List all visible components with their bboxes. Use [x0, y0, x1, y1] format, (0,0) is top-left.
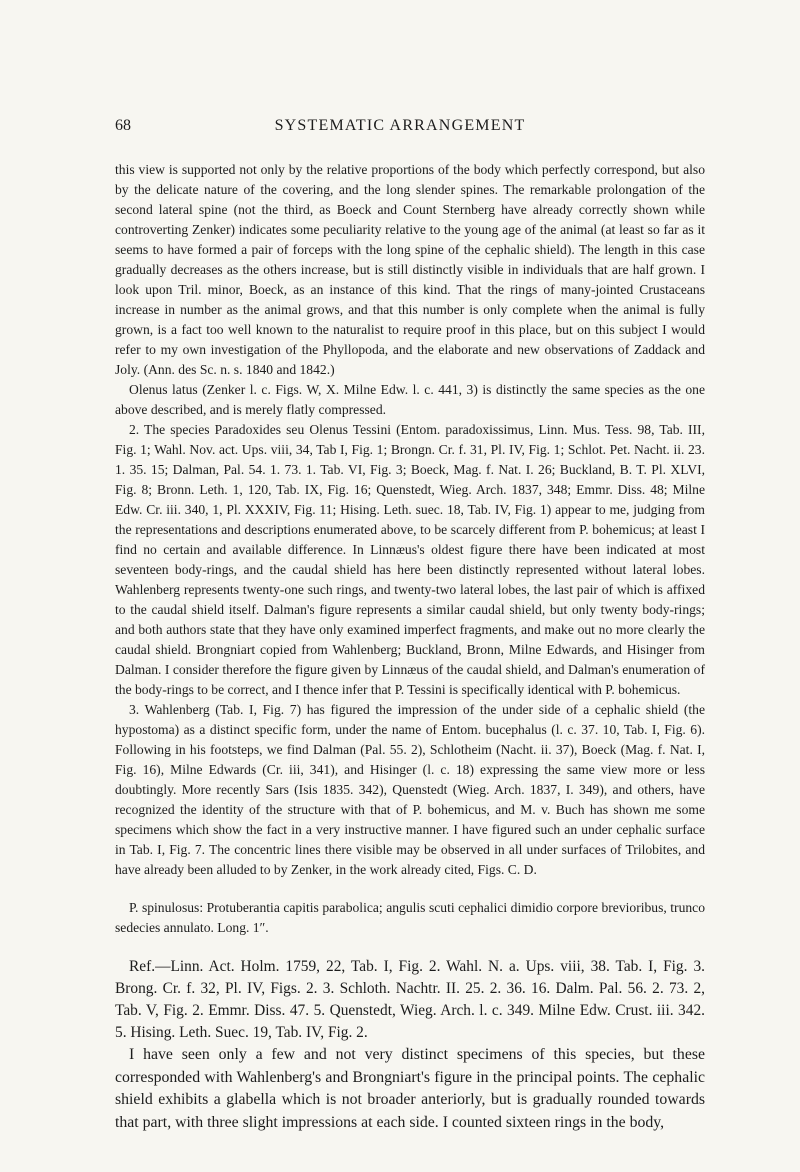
species-diagnosis: P. spinulosus: Protuberantia capitis parabolica; angulis scuti cephalici dimidio corpore brevioribus, trunco sedecies annulato. Long. 1″.	[115, 900, 705, 935]
page-body	[115, 160, 705, 1134]
page-number: 68	[115, 117, 131, 134]
paragraph-4: 3. Wahlenberg (Tab. I, Fig. 7) has figured the impression of the under side of a cephalic shield (the hypostoma) as a distinct specific form, under the name of Entom. bucephalus (l. c. 37. 10, Tab. I, Fig. 6). Following in his footsteps, we find Dalman (Pal. 55. 2), Schlotheim (Nacht. ii. 37), Boeck (Mag. f. Nat. I, Fig. 16), Milne Edwards (Cr. iii, 341), and Hisinger (l. c. 18) expressing the same view more or less doubtingly. More recently Sars (Isis 1835. 342), Quenstedt (Wieg. Arch. 1837, I. 349), and others, have recognized the identity of the structure with that of P. bohemicus, and M. v. Buch has shown me some specimens which show the fact in a very instructive manner. I have figured such an under cephalic surface in Tab. I, Fig. 7. The concentric lines there visible may be observed in all under surfaces of Trilobites, and have already been alluded to by Zenker, in the work already cited, Figs. C. D.	[115, 702, 705, 877]
paragraph-7: I have seen only a few and not very distinct specimens of this species, but these corresponded with Wahlenberg's and Brongniart's figure in the principal points. The cephalic shield exhibits a glabella which is not broader anteriorly, but is gradually rounded towards that part, with three slight impressions at each side. I counted sixteen rings in the body,	[115, 1046, 705, 1131]
running-head: SYSTEMATIC ARRANGEMENT	[274, 117, 526, 134]
paragraph-3: 2. The species Paradoxides seu Olenus Tessini (Entom. paradoxissimus, Linn. Mus. Tess. 98, Tab. III, Fig. 1; Wahl. Nov. act. Ups. viii, 34, Tab I, Fig. 1; Brongn. Cr. f. 31, Pl. IV, Fig. 1; Schlot. Pet. Nacht. ii. 23. 1. 35. 15; Dalman, Pal. 54. 1. 73. 1. Tab. VI, Fig. 3; Boeck, Mag. f. Nat. I. 26; Buckland, B. T. Pl. XLVI, Fig. 8; Bronn. Leth. 1, 120, Tab. IX, Fig. 16; Quenstedt, Wieg. Arch. 1837, 348; Emmr. Diss. 48; Milne Edw. Cr. iii. 340, 1, Pl. XXXIV, Fig. 11; Hising. Leth. suec. 18, Tab. IV, Fig. 1) appear to me, judging from the representations and descriptions enumerated above, to be scarcely different from P. bohemicus; at least I find no certain and available difference. In Linnæus's oldest figure there have been indicated at most seventeen body-rings, and the caudal shield has here been distinctly represented without lateral lobes. Wahlenberg represents twenty-one such rings, and twenty-two lateral lobes, the last pair of which is affixed to the caudal shield itself. Dalman's figure represents a similar caudal shield, but only twenty body-rings; and both authors state that they have only examined imperfect fragments, and make out no more clearly the caudal shield. Brongniart copied from Wahlenberg; Buckland, Bronn, Milne Edwards, and Hisinger from Dalman. I consider therefore the figure given by Linnæus of the caudal shield, and Dalman's enumeration of the body-rings to be correct, and I thence infer that P. Tessini is specifically identical with P. bohemicus.	[115, 422, 705, 697]
paragraph-1: this view is supported not only by the relative proportions of the body which perfectly correspond, but also by the delicate nature of the covering, and the long slender spines. The remarkable prolongation of the second lateral spine (not the third, as Boeck and Count Sternberg have already correctly shown while controverting Zenker) indicates some peculiarity relative to the young age of the animal (at least so far as it seems to have formed a pair of forceps with the long spine of the cephalic shield). The length in this case gradually decreases as the others increase, but is still distinctly visible in individuals that are half grown. I look upon Tril. minor, Boeck, as an instance of this kind. That the rings of many-jointed Crustaceans increase in number as the animal grows, and that this number is only complete when the animal is fully grown, is a fact too well known to the naturalist to require proof in this place, but on this subject I would refer to my own investigation of the Phyllopoda, and the elaborate and new observations of Zaddack and Joly. (Ann. des Sc. n. s. 1840 and 1842.)	[115, 162, 705, 377]
paragraph-2: Olenus latus (Zenker l. c. Figs. W, X. Milne Edw. l. c. 441, 3) is distinctly the same species as the one above described, and is merely flatly compressed.	[115, 382, 705, 417]
references: Ref.—Linn. Act. Holm. 1759, 22, Tab. I, Fig. 2. Wahl. N. a. Ups. viii, 38. Tab. I, Fig. 3. Brong. Cr. f. 32, Pl. IV, Figs. 2. 3. Schloth. Nachtr. II. 25. 2. 36. 16. Dalm. Pal. 56. 2. 73. 2, Tab. V, Fig. 2. Emmr. Diss. 47. 5. Quenstedt, Wieg. Arch. l. c. 349. Milne Edw. Crust. iii. 342. 5. Hising. Leth. Suec. 19, Tab. IV, Fig. 2.	[115, 958, 705, 1041]
page-header	[0, 117, 800, 141]
